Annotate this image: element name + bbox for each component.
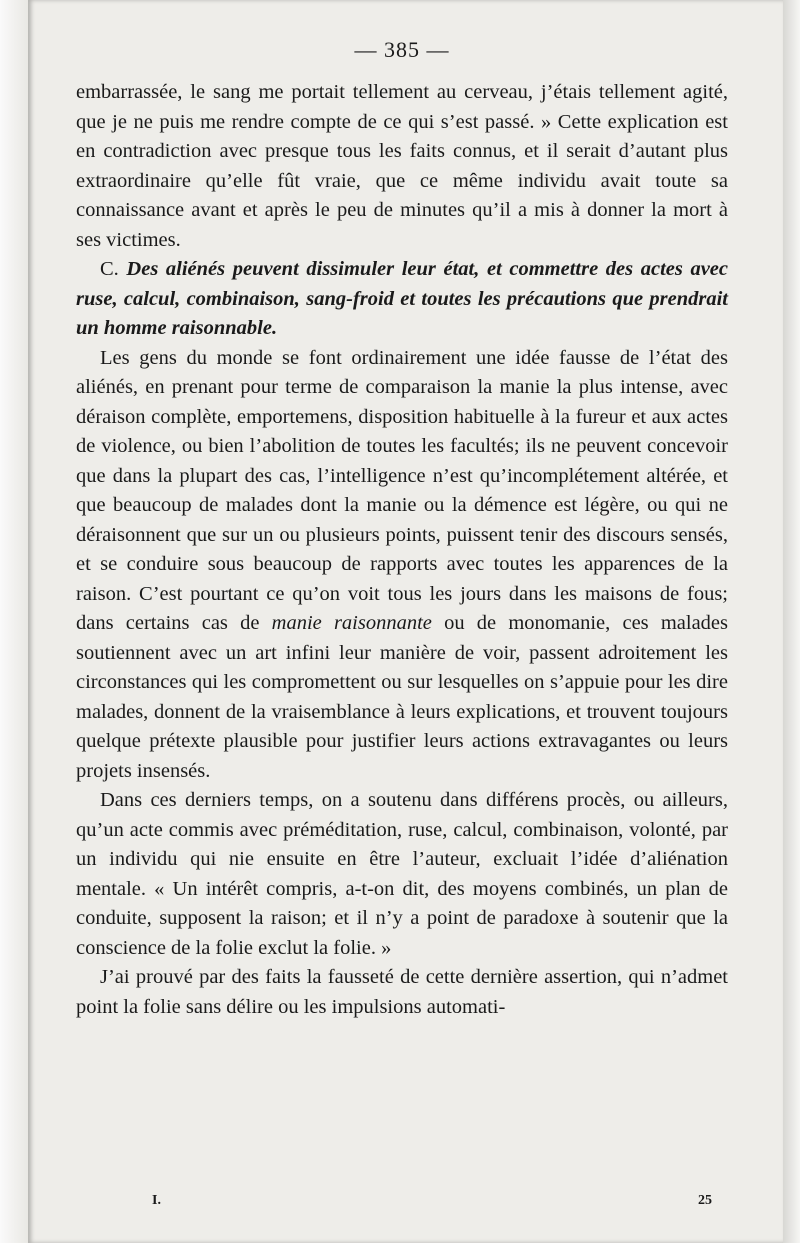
paragraph-1: embarrassée, le sang me portait tellement au cerveau, j’étais tellement agité, que je ne puis me rendre compte de ce qui s’est passé. » Cette explication est en contradiction avec presque tous les faits connus, et il serait d’autant plus extraordinaire qu’elle fût vraie, que ce même individu avait toute sa connaissance avant et après le peu de minutes qu’il a mis à donner la mort à ses victimes. bbox=[76, 81, 728, 251]
paragraph-3 bbox=[76, 344, 728, 787]
section-c-label: C. bbox=[100, 258, 119, 280]
footer-signature-volume: I. bbox=[152, 1193, 161, 1208]
section-c-title: Des aliénés peuvent dissimuler leur état, et commettre des actes avec ruse, calcul, combinaison, sang-froid et toutes les précautions que prendrait un homme raisonnable. bbox=[76, 258, 728, 339]
paragraph-3-before: Les gens du monde se font ordinairement une idée fausse de l’état des aliénés, en prenant pour terme de comparaison la manie la plus intense, avec déraison complète, emportemens, disposition habituelle à la fureur et aux actes de violence, ou bien l’abolition de toutes les facultés; ils ne peuvent concevoir que dans la plupart des cas, l’intelligence n’est qu’incomplétement altérée, et que beaucoup de malades dont la manie ou la démence est légère, ou qui ne déraisonnent que sur un ou plusieurs points, puissent tenir des discours sensés, et se conduire sous beaucoup de rapports avec toutes les apparences de la raison. C’est pourtant ce qu’on voit tous les jours dans les maisons de fous; dans certains cas de bbox=[76, 346, 728, 634]
paragraph-3-after: ou de monomanie, ces malades soutiennent avec un art infini leur manière de voir, passent adroitement les circonstances qui les compromettent ou sur lesquelles on s’appuie pour les dire malades, donnent de la vraisemblance à leurs explications, et trouvent toujours quelque prétexte plausible pour justifier leurs actions extravagantes ou leurs projets insensés. bbox=[76, 612, 729, 782]
page-left-edge bbox=[0, 0, 28, 1243]
page-right-edge bbox=[783, 0, 800, 1243]
paragraph-5: J’ai prouvé par des faits la fausseté de cette dernière assertion, qui n’admet point la folie sans délire ou les impulsions automati- bbox=[76, 966, 728, 1018]
page-number-header: — 385 — bbox=[354, 37, 450, 62]
footer-signature-number: 25 bbox=[698, 1193, 712, 1208]
page-text bbox=[76, 36, 728, 1022]
paragraph-4: Dans ces derniers temps, on a soutenu dans différens procès, ou ailleurs, qu’un acte commis avec préméditation, ruse, calcul, combinaison, volonté, par un individu qui nie ensuite en être l’auteur, excluait l’idée d’aliénation mentale. « Un intérêt compris, a-t-on dit, des moyens combinés, un plan de conduite, supposent la raison; et il n’y a point de paradoxe à soutenir que la conscience de la folie exclut la folie. » bbox=[76, 789, 728, 959]
paragraph-section-c bbox=[76, 255, 728, 344]
paragraph-3-italic: manie raisonnante bbox=[271, 612, 432, 634]
